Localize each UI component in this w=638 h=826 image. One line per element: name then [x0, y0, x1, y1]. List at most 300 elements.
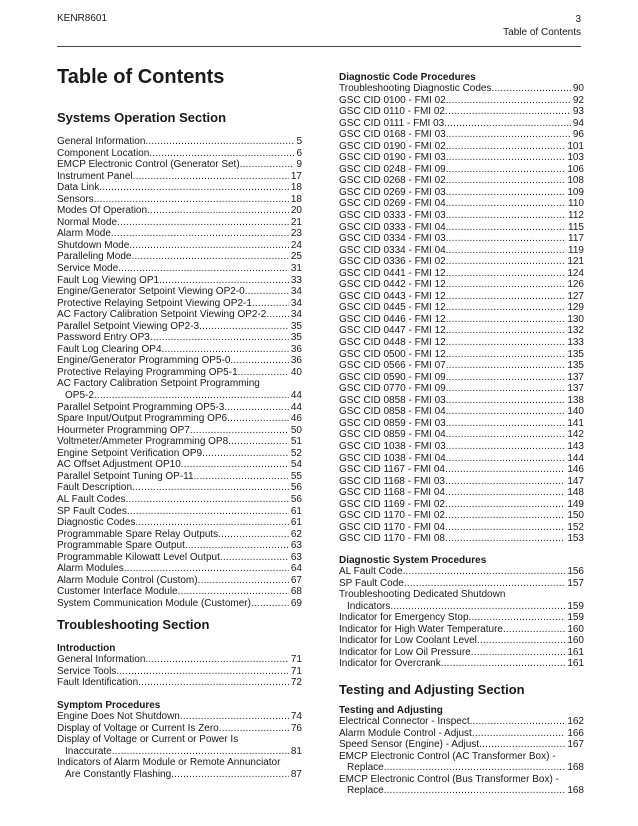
- toc-entry-title: Indicators of Alarm Module or Remote Annunciator: [57, 757, 281, 769]
- toc-entry-title: GSC CID 0333 - FMI 03: [339, 210, 446, 222]
- systems-operation-list: [57, 136, 302, 609]
- toc-entry-title: GSC CID 0441 - FMI 12: [339, 267, 446, 279]
- toc-entry: [57, 436, 302, 448]
- toc-entry-title: GSC CID 0770 - FMI 09: [339, 383, 446, 395]
- toc-entry: [339, 337, 584, 349]
- toc-entry: [57, 263, 302, 275]
- toc-entry-title: GSC CID 0448 - FMI 12: [339, 337, 446, 349]
- dot-leader: [238, 367, 289, 379]
- toc-entry: [339, 372, 584, 384]
- toc-entry-title: Are Constantly Flashing: [65, 768, 172, 780]
- dot-leader: [94, 194, 289, 206]
- dot-leader: [446, 245, 566, 257]
- toc-entry-title: Normal Mode: [57, 216, 118, 228]
- toc-entry: [57, 506, 302, 518]
- toc-entry-page: 149: [567, 498, 584, 510]
- toc-entry: [57, 367, 302, 379]
- dot-leader: [446, 129, 571, 141]
- toc-entry: [339, 635, 584, 647]
- diagnostic-system-list: [339, 566, 584, 670]
- dot-leader: [492, 83, 571, 95]
- toc-entry-page: 135: [567, 348, 584, 360]
- dot-leader: [150, 332, 289, 344]
- dot-leader: [180, 711, 289, 723]
- toc-entry-title: Display of Voltage or Current or Power Is: [57, 734, 239, 746]
- toc-entry-page: 127: [567, 290, 584, 302]
- dot-leader: [446, 314, 566, 326]
- dot-leader: [446, 337, 566, 349]
- dot-leader: [230, 355, 288, 367]
- toc-entry: [57, 552, 302, 564]
- running-title: Table of Contents: [503, 27, 581, 38]
- dot-leader: [479, 739, 565, 751]
- toc-entry-title: Engine Setpoint Verification OP9: [57, 447, 203, 459]
- toc-entry: [339, 762, 584, 774]
- toc-entry-title: Display of Voltage or Current Is Zero: [57, 722, 219, 734]
- toc-entry-title: Indicator for Low Coolant Level: [339, 635, 477, 647]
- dot-leader: [147, 205, 289, 217]
- toc-entry: [339, 279, 584, 291]
- dot-leader: [441, 658, 566, 670]
- toc-entry-title: GSC CID 0100 - FMI 02: [339, 94, 446, 106]
- dot-leader: [445, 106, 571, 118]
- toc-entry-page: 132: [567, 325, 584, 337]
- toc-entry-page: 119: [568, 244, 584, 256]
- dot-leader: [445, 522, 565, 534]
- toc-entry: [339, 429, 584, 441]
- dot-leader: [199, 321, 289, 333]
- page-title: Table of Contents: [57, 66, 225, 88]
- toc-entry-page: 117: [568, 233, 584, 245]
- toc-entry: [339, 95, 584, 107]
- toc-entry: [57, 654, 302, 666]
- toc-entry-title: Voltmeter/Ammeter Programming OP8: [57, 436, 229, 448]
- toc-entry: [339, 751, 584, 763]
- toc-entry: [339, 464, 584, 476]
- toc-entry-page: 36: [290, 355, 302, 367]
- toc-entry-title: Alarm Module Control (Custom): [57, 574, 198, 586]
- toc-entry: [57, 575, 302, 587]
- toc-entry: [57, 205, 302, 217]
- toc-entry-title: GSC CID 0333 - FMI 04: [339, 221, 446, 233]
- toc-entry-title: Hourmeter Programming OP7: [57, 424, 190, 436]
- dot-leader: [181, 459, 289, 471]
- toc-entry-title: Engine Does Not Shutdown: [57, 711, 180, 722]
- toc-entry: [57, 194, 302, 206]
- toc-entry: [339, 106, 584, 118]
- dot-leader: [162, 344, 289, 356]
- dot-leader: [99, 182, 289, 194]
- toc-entry: [57, 171, 302, 183]
- toc-entry: [339, 152, 584, 164]
- toc-entry-page: 33: [290, 274, 302, 286]
- toc-entry-page: 94: [572, 117, 584, 129]
- toc-entry: [339, 453, 584, 465]
- dot-leader: [446, 429, 566, 441]
- dot-leader: [178, 586, 289, 598]
- toc-entry-title: GSC CID 0445 - FMI 12: [339, 302, 446, 314]
- toc-entry-page: 137: [567, 383, 584, 395]
- toc-entry-title: EMCP Electronic Control (Bus Transformer Box) -: [339, 773, 559, 785]
- toc-entry: [339, 233, 584, 245]
- toc-entry: [57, 517, 302, 529]
- toc-entry-page: 162: [567, 716, 584, 727]
- dot-leader: [118, 263, 289, 275]
- toc-entry: [339, 268, 584, 280]
- toc-entry: [339, 647, 584, 659]
- toc-entry-title: Indicator for Emergency Stop: [339, 612, 469, 624]
- dot-leader: [112, 746, 289, 758]
- toc-entry: [57, 711, 302, 723]
- toc-entry-title: SP Fault Code: [339, 577, 404, 589]
- toc-entry-page: 74: [290, 711, 302, 722]
- toc-entry-title: General Information: [57, 136, 146, 147]
- toc-entry-page: 167: [567, 739, 584, 751]
- toc-entry-page: 159: [567, 600, 584, 612]
- toc-entry-title: Customer Interface Module: [57, 586, 178, 598]
- introduction-list: [57, 654, 302, 689]
- toc-entry-page: 160: [567, 635, 584, 647]
- symptom-procedures-heading: Symptom Procedures: [57, 700, 161, 711]
- toc-entry-title: GSC CID 0334 - FMI 04: [339, 244, 446, 256]
- toc-entry: [339, 578, 584, 590]
- dot-leader: [145, 136, 294, 148]
- toc-entry-page: 161: [567, 658, 584, 670]
- toc-entry-title: Indicators: [347, 600, 391, 612]
- dot-leader: [133, 171, 289, 183]
- dot-leader: [446, 268, 566, 280]
- diagnostic-code-list: [339, 83, 584, 545]
- toc-entry-title: GSC CID 0859 - FMI 04: [339, 429, 446, 441]
- toc-entry: [339, 785, 584, 797]
- toc-entry-title: GSC CID 0442 - FMI 12: [339, 279, 446, 291]
- toc-entry: [57, 378, 302, 390]
- dot-leader: [445, 476, 565, 488]
- toc-entry-page: 72: [290, 677, 302, 689]
- toc-entry: [57, 677, 302, 689]
- introduction-heading: Introduction: [57, 643, 116, 654]
- dot-leader: [446, 441, 566, 453]
- toc-entry-title: General Information: [57, 654, 146, 665]
- toc-entry: [57, 240, 302, 252]
- toc-entry-title: Alarm Modules: [57, 563, 124, 575]
- toc-entry: [339, 406, 584, 418]
- toc-entry-page: 110: [568, 198, 584, 210]
- toc-entry: [57, 563, 302, 575]
- toc-entry-page: 87: [290, 768, 302, 780]
- toc-entry-page: 133: [567, 337, 584, 349]
- toc-entry: [57, 148, 302, 160]
- dot-leader: [503, 624, 565, 636]
- toc-entry-page: 141: [567, 417, 584, 429]
- toc-entry-page: 63: [290, 540, 302, 552]
- toc-entry-page: 31: [290, 263, 302, 275]
- toc-entry-title: GSC CID 0190 - FMI 03: [339, 152, 446, 164]
- dot-leader: [124, 563, 289, 575]
- toc-entry-title: Parallel Setpoint Tuning OP-11: [57, 470, 194, 482]
- dot-leader: [198, 575, 289, 587]
- toc-entry-title: GSC CID 0248 - FMI 09: [339, 163, 446, 175]
- dot-leader: [469, 612, 566, 624]
- toc-entry-title: Programmable Kilowatt Level Output: [57, 551, 220, 563]
- toc-entry-page: 25: [290, 251, 302, 263]
- header-rule: [57, 46, 581, 47]
- dot-leader: [446, 95, 571, 107]
- toc-entry-title: Instrument Panel: [57, 170, 133, 182]
- toc-entry-page: 68: [290, 586, 302, 598]
- toc-entry-page: 150: [567, 510, 584, 522]
- toc-entry-title: SP Fault Codes: [57, 505, 127, 517]
- toc-entry: [339, 175, 584, 187]
- dot-leader: [117, 217, 289, 229]
- toc-entry-page: 76: [290, 722, 302, 734]
- toc-entry-page: 106: [567, 163, 584, 175]
- toc-entry-title: Alarm Module Control - Adjust: [339, 727, 472, 739]
- toc-entry-page: 126: [567, 279, 584, 291]
- document-number: KENR8601: [57, 13, 108, 24]
- toc-entry: [339, 533, 584, 545]
- dot-leader: [446, 210, 566, 222]
- dot-leader: [126, 494, 289, 506]
- toc-entry: [339, 774, 584, 786]
- running-header: [503, 13, 581, 39]
- toc-entry-title: GSC CID 1038 - FMI 04: [339, 452, 446, 464]
- toc-entry-title: GSC CID 1168 - FMI 03: [339, 475, 445, 487]
- toc-entry-page: 103: [567, 152, 584, 164]
- dot-leader: [470, 716, 566, 728]
- toc-entry: [339, 624, 584, 636]
- toc-entry-page: 146: [567, 464, 584, 476]
- dot-leader: [446, 372, 566, 384]
- toc-entry: [339, 383, 584, 395]
- toc-entry-page: 90: [572, 83, 584, 94]
- dot-leader: [446, 198, 566, 210]
- toc-entry-page: 166: [567, 727, 584, 739]
- testing-adjusting-list: [339, 716, 584, 797]
- testing-adjusting-section-heading: Testing and Adjusting Section: [339, 682, 525, 697]
- toc-entry-title: GSC CID 0858 - FMI 04: [339, 406, 446, 418]
- toc-entry: [57, 494, 302, 506]
- dot-leader: [116, 666, 289, 678]
- dot-leader: [446, 187, 566, 199]
- toc-entry-page: 121: [567, 256, 584, 268]
- toc-entry-title: Inaccurate: [65, 745, 112, 757]
- dot-leader: [445, 487, 565, 499]
- toc-entry-title: Troubleshooting Diagnostic Codes: [339, 83, 492, 94]
- dot-leader: [446, 152, 566, 164]
- toc-entry-page: 35: [290, 332, 302, 344]
- toc-entry-title: GSC CID 1038 - FMI 03: [339, 440, 446, 452]
- toc-entry-page: 69: [290, 597, 302, 609]
- toc-entry-title: AC Factory Calibration Setpoint Programming: [57, 378, 260, 390]
- dot-leader: [471, 647, 566, 659]
- toc-entry-title: GSC CID 0268 - FMI 02: [339, 175, 446, 187]
- toc-entry-title: Shutdown Mode: [57, 239, 130, 251]
- dot-leader: [194, 471, 289, 483]
- toc-entry-title: Sensors: [57, 193, 94, 205]
- dot-leader: [129, 240, 289, 252]
- dot-leader: [171, 769, 289, 781]
- toc-entry-title: Electrical Connector - Inspect: [339, 716, 470, 727]
- dot-leader: [384, 762, 566, 774]
- toc-entry-page: 44: [290, 390, 302, 402]
- toc-entry-title: GSC CID 1170 - FMI 02: [339, 510, 445, 522]
- toc-entry-page: 56: [290, 482, 302, 494]
- toc-entry-page: 159: [567, 612, 584, 624]
- dot-leader: [111, 228, 289, 240]
- dot-leader: [219, 723, 289, 735]
- toc-entry: [339, 658, 584, 670]
- toc-entry-title: GSC CID 0269 - FMI 03: [339, 186, 446, 198]
- toc-entry-title: GSC CID 0447 - FMI 12: [339, 325, 446, 337]
- toc-entry-page: 135: [567, 360, 584, 372]
- toc-entry-page: 6: [296, 147, 302, 159]
- toc-entry: [57, 275, 302, 287]
- toc-entry-title: Password Entry OP3: [57, 332, 150, 344]
- page-number: 3: [575, 14, 581, 25]
- toc-entry: [339, 83, 584, 95]
- toc-entry: [57, 355, 302, 367]
- dot-leader: [446, 325, 566, 337]
- toc-entry-title: Diagnostic Codes: [57, 517, 136, 529]
- toc-entry: [339, 302, 584, 314]
- toc-entry-page: 108: [567, 175, 584, 187]
- toc-entry-title: Indicator for Low Oil Pressure: [339, 646, 471, 658]
- toc-entry: [57, 666, 302, 678]
- dot-leader: [446, 233, 566, 245]
- toc-entry: [57, 723, 302, 735]
- toc-entry-page: 81: [290, 745, 302, 757]
- diagnostic-code-procedures-heading: Diagnostic Code Procedures: [339, 72, 476, 83]
- diagnostic-system-procedures-heading: Diagnostic System Procedures: [339, 555, 487, 566]
- dot-leader: [132, 482, 289, 494]
- toc-entry-page: 23: [290, 228, 302, 240]
- toc-entry-page: 40: [290, 366, 302, 378]
- toc-entry: [339, 291, 584, 303]
- toc-entry-page: 130: [567, 313, 584, 325]
- toc-entry-title: Troubleshooting Dedicated Shutdown: [339, 589, 506, 601]
- toc-entry: [57, 321, 302, 333]
- toc-entry-title: Indicator for Overcrank: [339, 658, 441, 670]
- dot-leader: [446, 453, 566, 465]
- toc-entry-title: GSC CID 0334 - FMI 03: [339, 233, 446, 245]
- toc-entry: [57, 298, 302, 310]
- toc-entry: [57, 413, 302, 425]
- toc-entry-page: 44: [290, 401, 302, 413]
- toc-entry-page: 61: [290, 505, 302, 517]
- dot-leader: [145, 654, 288, 666]
- toc-entry-title: AC Factory Calibration Setpoint Viewing OP2-2: [57, 309, 267, 321]
- toc-entry: [57, 425, 302, 437]
- toc-entry-page: 62: [290, 528, 302, 540]
- toc-entry-title: Replace: [347, 785, 384, 797]
- dot-leader: [127, 506, 289, 518]
- toc-entry: [339, 256, 584, 268]
- dot-leader: [149, 148, 294, 160]
- toc-entry: [57, 344, 302, 356]
- toc-entry-title: GSC CID 1170 - FMI 04: [339, 521, 445, 533]
- toc-entry-title: GSC CID 0446 - FMI 12: [339, 313, 446, 325]
- dot-leader: [138, 677, 289, 689]
- toc-entry: [57, 734, 302, 746]
- toc-entry-page: 161: [567, 646, 584, 658]
- dot-leader: [240, 159, 295, 171]
- dot-leader: [228, 436, 289, 448]
- toc-entry-page: 61: [290, 517, 302, 529]
- toc-entry-page: 157: [567, 577, 584, 589]
- toc-entry-title: GSC CID 1168 - FMI 04: [339, 487, 445, 499]
- toc-entry: [57, 448, 302, 460]
- toc-entry-page: 71: [290, 665, 302, 677]
- dot-leader: [251, 598, 289, 610]
- toc-entry: [57, 228, 302, 240]
- dot-leader: [445, 499, 565, 511]
- toc-entry-title: Engine/Generator Programming OP5-0: [57, 355, 231, 367]
- toc-entry: [57, 769, 302, 781]
- toc-entry-page: 147: [567, 475, 584, 487]
- toc-entry-page: 5: [296, 136, 302, 147]
- toc-entry: [339, 210, 584, 222]
- dot-leader: [444, 118, 571, 130]
- toc-entry-page: 20: [290, 205, 302, 217]
- toc-entry: [57, 757, 302, 769]
- toc-entry-title: GSC CID 0566 - FMI 07: [339, 360, 446, 372]
- toc-entry: [339, 198, 584, 210]
- dot-leader: [135, 517, 289, 529]
- toc-entry: [57, 182, 302, 194]
- dot-leader: [445, 510, 565, 522]
- toc-entry-title: GSC CID 1169 - FMI 02: [339, 498, 445, 510]
- dot-leader: [472, 728, 565, 740]
- toc-entry: [339, 566, 584, 578]
- toc-entry-title: Paralleling Mode: [57, 251, 132, 263]
- toc-entry-title: Protective Relaying Setpoint Viewing OP2-1: [57, 297, 252, 309]
- dot-leader: [220, 552, 289, 564]
- troubleshooting-heading: Troubleshooting Section: [57, 617, 210, 632]
- dot-leader: [218, 529, 289, 541]
- toc-entry-page: 24: [290, 239, 302, 251]
- toc-entry-page: 34: [290, 286, 302, 298]
- toc-entry-page: 18: [290, 193, 302, 205]
- toc-entry-title: GSC CID 0500 - FMI 12: [339, 348, 446, 360]
- toc-entry-title: GSC CID 0269 - FMI 04: [339, 198, 446, 210]
- toc-entry: [339, 739, 584, 751]
- dot-leader: [227, 413, 289, 425]
- toc-entry-title: EMCP Electronic Control (Generator Set): [57, 159, 240, 171]
- toc-entry-page: 21: [290, 216, 302, 228]
- toc-entry: [339, 129, 584, 141]
- toc-entry-title: GSC CID 0168 - FMI 03: [339, 129, 446, 141]
- toc-entry: [57, 136, 302, 148]
- toc-entry: [57, 251, 302, 263]
- toc-entry-title: Engine/Generator Setpoint Viewing OP2-0: [57, 286, 245, 298]
- dot-leader: [252, 298, 289, 310]
- dot-leader: [446, 175, 566, 187]
- toc-entry: [339, 499, 584, 511]
- toc-entry-title: Parallel Setpoint Viewing OP2-3: [57, 320, 200, 332]
- toc-entry-page: 140: [567, 406, 584, 418]
- toc-entry-page: 50: [290, 424, 302, 436]
- toc-entry-page: 54: [290, 459, 302, 471]
- toc-entry-page: 35: [290, 320, 302, 332]
- toc-entry: [339, 601, 584, 613]
- toc-entry: [57, 471, 302, 483]
- toc-entry-page: 143: [567, 440, 584, 452]
- toc-entry-page: 18: [290, 182, 302, 194]
- toc-entry: [339, 612, 584, 624]
- dot-leader: [190, 425, 289, 437]
- toc-entry: [57, 390, 302, 402]
